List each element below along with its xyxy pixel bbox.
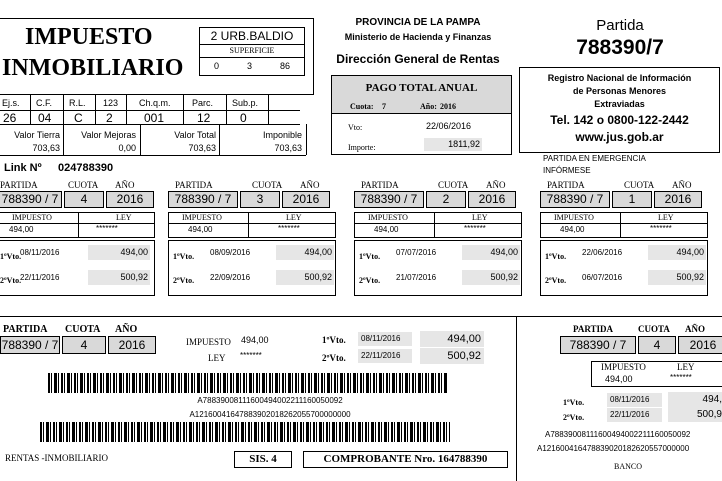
bank-banco: BANCO <box>614 462 643 471</box>
stub-ley: ******* <box>240 351 262 360</box>
stub-divider <box>516 316 517 481</box>
pago-cuota: 7 <box>382 102 386 111</box>
coupon-cuota-label: CUOTA <box>68 180 99 190</box>
coupon-anio-label: AÑO <box>115 180 135 190</box>
partida-number: 788390/7 <box>576 36 664 59</box>
pago-vto: 22/06/2016 <box>426 121 472 131</box>
coupon-vto1-date: 07/07/2016 <box>396 248 437 257</box>
coupon-vto2-label: 2ºVto. <box>173 276 195 285</box>
coupon-2 <box>168 178 336 298</box>
coupon-vto1-amt: 494,00 <box>648 245 706 260</box>
coupon-tax-rule <box>0 223 155 224</box>
superficie-ca: 86 <box>279 61 290 71</box>
coupon-vto2-amt: 500,92 <box>462 270 520 285</box>
coupon-ley-label: LEY <box>286 213 302 222</box>
coupon-ley: ******* <box>650 224 672 233</box>
coupon-vto1-date: 08/11/2016 <box>20 248 60 257</box>
superficie-label: SUPERFICIE <box>200 45 304 58</box>
coupon-1 <box>0 178 155 298</box>
coupon-vto2-amt: 500,92 <box>648 270 706 285</box>
coupon-cuota-label: CUOTA <box>438 180 469 190</box>
emergencia-line2: INFÓRMESE <box>543 166 591 175</box>
coupon-partida: 788390 / 7 <box>354 191 424 208</box>
coupon-tax-rule <box>540 223 708 224</box>
stub-impuesto-label: IMPUESTO <box>186 337 231 347</box>
superficie-ha: 0 <box>213 61 219 71</box>
stub-vto1-amt: 494,00 <box>420 331 484 347</box>
bank-anio-label: AÑO <box>685 324 705 334</box>
bank-cuota: 4 <box>638 336 676 354</box>
stub-top-rule <box>0 316 722 317</box>
coupon-vto1-date: 22/06/2016 <box>582 248 623 257</box>
coupon-vto1-label: 1ºVto. <box>0 252 22 261</box>
coupon-ley-label: LEY <box>472 213 488 222</box>
coupon-anio: 2016 <box>106 191 154 208</box>
pago-anual-title: PAGO TOTAL ANUAL <box>365 82 478 94</box>
coupon-4 <box>540 178 708 298</box>
coupon-cuota: 3 <box>240 191 280 208</box>
coupon-vto2-date: 06/07/2016 <box>582 273 623 282</box>
cad-value-cf: 04 <box>38 111 52 125</box>
coupon-anio: 2016 <box>282 191 330 208</box>
coupon-impuesto-label: IMPUESTO <box>12 213 52 222</box>
stub-partida: 788390 / 7 <box>1 338 59 352</box>
coupon-tax-rule <box>354 223 522 224</box>
registro-web: www.jus.gob.ar <box>575 130 664 144</box>
cad-label-ejs: Ej.s. <box>2 98 20 108</box>
emergencia-line1: PARTIDA EN EMERGENCIA <box>543 154 646 163</box>
coupon-partida: 788390 / 7 <box>540 191 610 208</box>
stub-vto1-label: 1ºVto. <box>322 335 346 345</box>
stub-cuota-label: CUOTA <box>65 324 101 335</box>
registro-phone: Tel. 142 o 0800-122-2442 <box>550 113 689 127</box>
cad-value-parc: 12 <box>197 111 211 125</box>
stub-barcode-2 <box>40 422 450 442</box>
cad-value-subp: 0 <box>240 111 247 125</box>
link-number: 024788390 <box>58 162 114 174</box>
category-box <box>199 27 305 76</box>
coupon-impuesto: 494,00 <box>374 225 399 234</box>
ministry: Ministerio de Hacienda y Finanzas <box>344 32 492 42</box>
coupon-vto2-label: 2ºVto. <box>359 276 381 285</box>
bank-vto1-label: 1ºVto. <box>563 398 585 407</box>
stub-anio: 2016 <box>108 336 156 354</box>
coupon-vto2-date: 22/11/2016 <box>20 273 60 282</box>
coupon-tax-divider <box>78 212 79 238</box>
coupon-vto2-amt: 500,92 <box>88 270 150 285</box>
registro-line2: de Personas Menores <box>572 86 667 96</box>
link-label: Link Nº <box>4 162 42 174</box>
cad-label-chqm: Ch.q.m. <box>139 98 171 108</box>
coupon-tax-divider <box>248 212 249 238</box>
stub-cuota: 4 <box>62 336 106 354</box>
stub-vto1-date: 08/11/2016 <box>358 332 412 346</box>
bank-ley-label: LEY <box>677 362 695 372</box>
pago-vto-label: Vto: <box>348 123 363 132</box>
bank-ley: ******* <box>670 373 692 382</box>
bank-barcode-2-text: A121600416478839020182620557000000 <box>537 444 690 453</box>
cad-value-ejs: 26 <box>3 111 17 125</box>
coupon-partida: 788390 / 7 <box>168 191 238 208</box>
cad-label-rl: R.L. <box>69 98 86 108</box>
coupon-vto2-amt: 500,92 <box>276 270 334 285</box>
stub-vto2-date: 22/11/2016 <box>358 349 412 363</box>
registro-line1: Registro Nacional de Información <box>547 73 692 83</box>
coupon-vto2-label: 2ºVto. <box>545 276 567 285</box>
bank-cuota-label: CUOTA <box>638 324 670 334</box>
coupon-vto2-label: 2ºVto. <box>0 276 22 285</box>
coupon-impuesto-label: IMPUESTO <box>554 213 594 222</box>
stub-impuesto: 494,00 <box>241 335 269 345</box>
bank-vto2-date: 22/11/2016 <box>607 408 662 422</box>
stub-barcode-2-text: A12160041647883902018262055700000000 <box>189 410 351 419</box>
stub-barcode-1-text: A78839008111600494002211160050092 <box>197 396 343 405</box>
bank-anio: 2016 <box>678 336 722 354</box>
stub-anio-label: AÑO <box>115 324 138 335</box>
coupon-impuesto-label: IMPUESTO <box>368 213 408 222</box>
stub-partida-label: PARTIDA <box>3 324 48 335</box>
valor-mejoras: 0,00 <box>118 143 136 153</box>
valor-tierra: 703,63 <box>32 143 60 153</box>
valor-total: 703,63 <box>188 143 216 153</box>
pago-importe-label: Importe: <box>348 143 376 152</box>
coupon-tax-divider <box>434 212 435 238</box>
coupon-partida: 788390 / 7 <box>0 191 62 208</box>
coupon-vto1-label: 1ºVto. <box>173 252 195 261</box>
coupon-cuota: 2 <box>426 191 466 208</box>
coupon-cuota: 1 <box>612 191 652 208</box>
valor-tierra-label: Valor Tierra <box>14 130 60 140</box>
registro-box <box>519 67 720 153</box>
coupon-ley: ******* <box>96 224 118 233</box>
stub-ley-label: LEY <box>208 353 226 363</box>
pago-cuota-label: Cuota: <box>350 102 374 111</box>
coupon-anio-label: AÑO <box>672 180 692 190</box>
pago-anio-label: Año: <box>420 102 437 111</box>
bank-impuesto: 494,00 <box>605 374 633 384</box>
coupon-anio-label: AÑO <box>486 180 506 190</box>
title-line1: IMPUESTO <box>25 24 153 50</box>
coupon-partida-label: PARTIDA <box>175 180 213 190</box>
coupon-3 <box>354 178 522 298</box>
coupon-ley: ******* <box>464 224 486 233</box>
pago-importe: 1811,92 <box>424 138 482 151</box>
cad-label-parc: Parc. <box>192 98 214 108</box>
coupon-vto2-date: 21/07/2016 <box>396 273 437 282</box>
bank-partida: 788390 / 7 <box>560 336 636 354</box>
bank-vto1-amt: 494, <box>668 392 722 407</box>
coupon-anio: 2016 <box>468 191 516 208</box>
cad-value-chqm: 001 <box>144 111 165 125</box>
title-line2: INMOBILIARIO <box>2 55 184 81</box>
bank-partida-label: PARTIDA <box>573 324 614 334</box>
bank-impuesto-label: IMPUESTO <box>601 362 646 372</box>
stub-vto2-label: 2ºVto. <box>322 353 346 363</box>
cad-value-rl: C <box>74 111 83 125</box>
province: PROVINCIA DE LA PAMPA <box>355 17 481 28</box>
cad-label-subp: Sub.p. <box>232 98 259 108</box>
cad-label-123: 123 <box>103 98 119 108</box>
coupon-impuesto-label: IMPUESTO <box>182 213 222 222</box>
coupon-tax-rule <box>168 223 336 224</box>
direction: Dirección General de Rentas <box>336 52 500 66</box>
registro-line3: Extraviadas <box>594 99 645 109</box>
coupon-cuota-label: CUOTA <box>624 180 655 190</box>
coupon-partida-label: PARTIDA <box>0 180 38 190</box>
coupon-cuota: 4 <box>64 191 104 208</box>
coupon-impuesto: 494,00 <box>560 225 585 234</box>
coupon-anio: 2016 <box>654 191 702 208</box>
imponible-label: Imponible <box>262 130 302 140</box>
coupon-vto1-date: 08/09/2016 <box>210 248 251 257</box>
cad-value-123: 2 <box>106 111 113 125</box>
stub-vto2-amt: 500,92 <box>420 348 484 364</box>
bank-vto2-amt: 500,9 <box>668 407 722 422</box>
valor-total-label: Valor Total <box>174 130 216 140</box>
stub-comprobante: COMPROBANTE Nro. 164788390 <box>303 451 508 468</box>
superficie-values <box>200 58 304 74</box>
stub-sis: SIS. 4 <box>234 451 292 468</box>
partida-label: Partida <box>596 17 644 34</box>
stub-barcode-1 <box>48 373 448 393</box>
coupon-vto1-amt: 494,00 <box>276 245 334 260</box>
coupon-vto1-amt: 494,00 <box>88 245 150 260</box>
bank-barcode-1-text: A78839008111600494002211160050092 <box>545 430 691 439</box>
coupon-cuota-label: CUOTA <box>252 180 283 190</box>
imponible: 703,63 <box>274 143 302 153</box>
coupon-vto1-label: 1ºVto. <box>545 252 567 261</box>
bank-vto1-date: 08/11/2016 <box>607 393 662 407</box>
valor-mejoras-label: Valor Mejoras <box>81 130 136 140</box>
coupon-ley: ******* <box>278 224 300 233</box>
coupon-vto1-amt: 494,00 <box>462 245 520 260</box>
coupon-ley-label: LEY <box>116 213 132 222</box>
category: 2 URB.BALDIO <box>200 28 304 45</box>
coupon-ley-label: LEY <box>658 213 674 222</box>
coupon-vto1-label: 1ºVto. <box>359 252 381 261</box>
coupon-impuesto: 494,00 <box>188 225 213 234</box>
stub-rentas: RENTAS -INMOBILIARIO <box>5 453 109 463</box>
cad-label-cf: C.F. <box>36 98 53 108</box>
coupon-impuesto: 494,00 <box>9 225 34 234</box>
coupon-vto2-date: 22/09/2016 <box>210 273 251 282</box>
coupon-partida-label: PARTIDA <box>361 180 399 190</box>
coupon-partida-label: PARTIDA <box>547 180 585 190</box>
superficie-a: 3 <box>246 61 252 71</box>
bank-vto2-label: 2ºVto. <box>563 413 585 422</box>
pago-anio: 2016 <box>440 102 456 111</box>
coupon-anio-label: AÑO <box>300 180 320 190</box>
coupon-tax-divider <box>620 212 621 238</box>
